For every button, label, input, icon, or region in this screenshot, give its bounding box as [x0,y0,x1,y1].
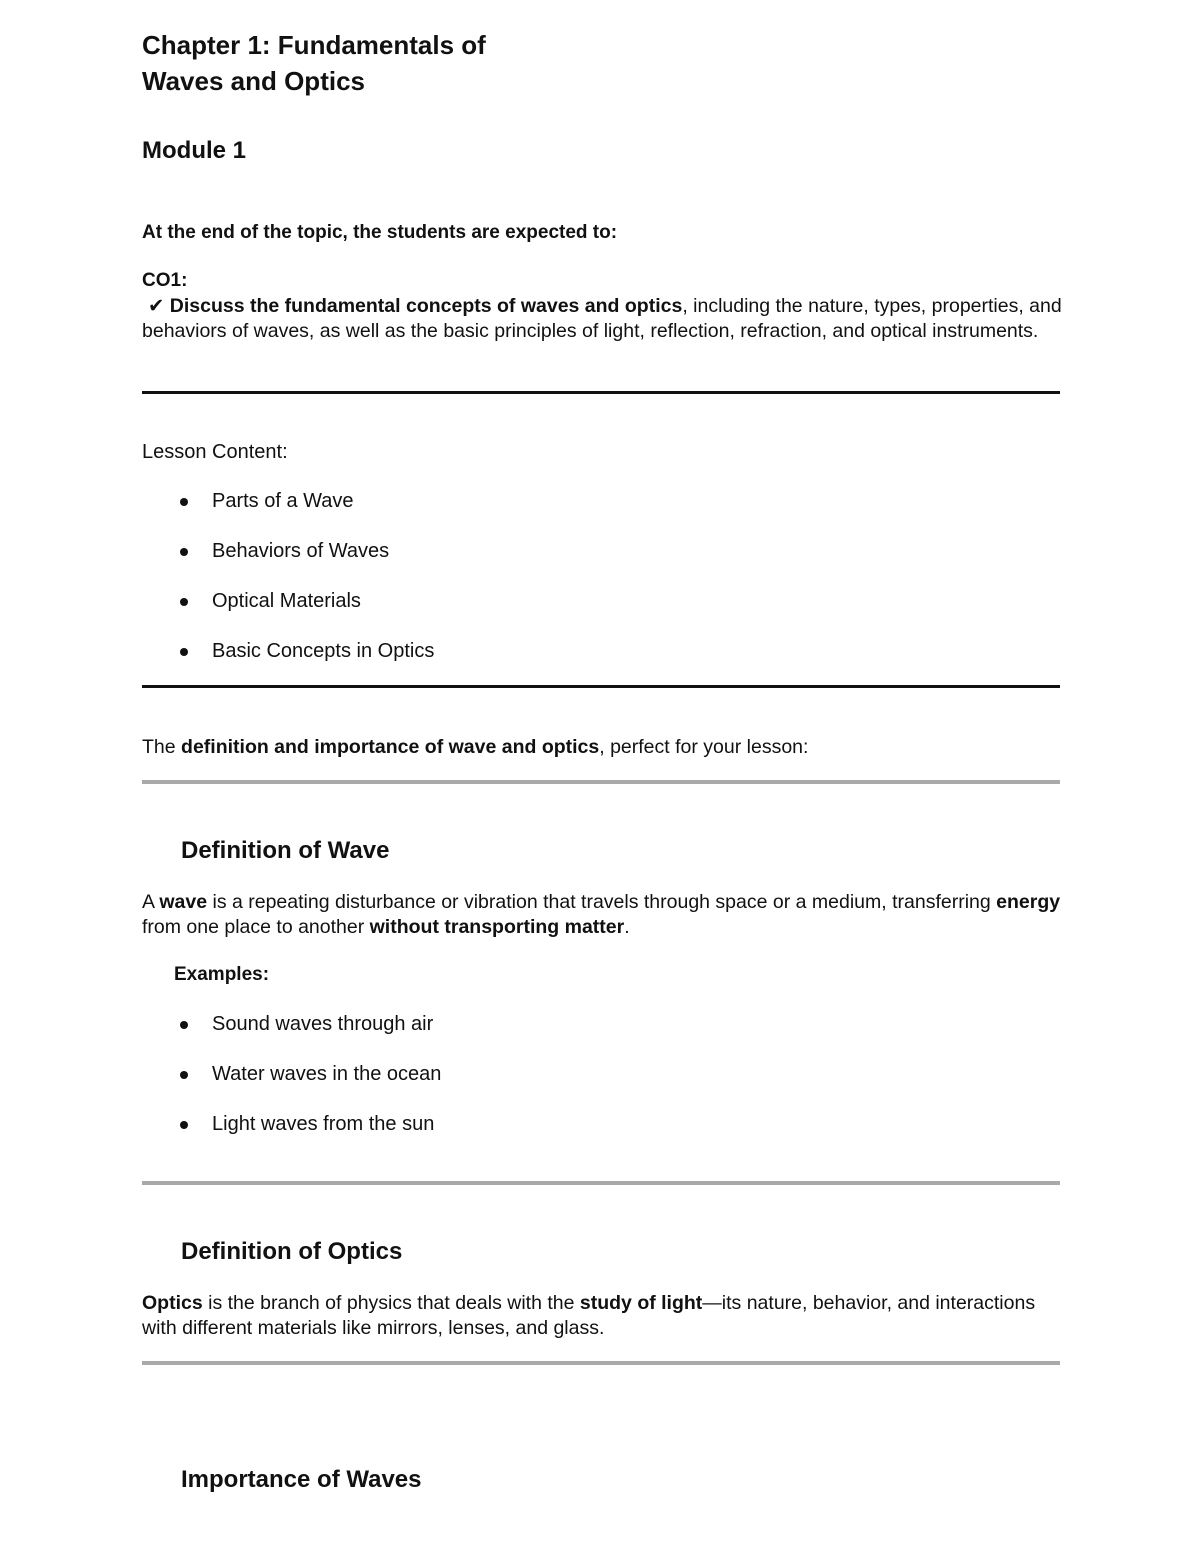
lesson-content-label: Lesson Content: [142,441,288,463]
bullet-icon [180,548,188,556]
examples-label: Examples: [174,964,270,985]
chapter-title-line-2: Waves and Optics [142,66,365,96]
lesson-content-list [176,488,434,688]
module-heading: Module 1 [142,137,247,164]
course-outcome-bold: Discuss the fundamental concepts of waves and optics [169,295,683,317]
course-outcome-code: CO1: [142,270,188,291]
wave-definition-text: A wave is a repeating disturbance or vibration that travels through space or a medium, transferring energy from one place to another without transporting matter. [142,891,1061,938]
divider [142,685,1060,688]
list-item: Basic Concepts in Optics [176,638,434,688]
list-item: Optical Materials [176,588,434,638]
course-outcome-rest: , including the nature, types, properties, and behaviors of waves, as well as the basic principles of light, reflection, refraction, and optical instruments. [142,295,1062,342]
check-icon: ✔ [148,295,165,317]
list-item: Water waves in the ocean [176,1061,441,1111]
bullet-icon [180,598,188,606]
divider [142,1361,1060,1365]
bullet-icon [180,648,188,656]
list-item: Behaviors of Waves [176,538,434,588]
list-item: Parts of a Wave [176,488,434,538]
optics-definition-text: Optics is the branch of physics that deals with the study of light—its nature, behavior, and interactions with different materials like mirrors, lenses, and glass. [142,1292,1036,1339]
course-outcome-text [142,294,1062,344]
bullet-icon [180,498,188,506]
divider [142,391,1060,394]
intro-sentence: The definition and importance of wave and optics, perfect for your lesson: [142,736,809,758]
list-item: Sound waves through air [176,1011,441,1061]
divider [142,780,1060,784]
bullet-icon [180,1121,188,1129]
list-item: Light waves from the sun [176,1111,441,1161]
bullet-icon [180,1021,188,1029]
bullet-icon [180,1071,188,1079]
importance-heading: Importance of Waves [181,1466,422,1493]
objectives-intro: At the end of the topic, the students are expected to: [142,222,618,243]
examples-list [176,1011,441,1161]
divider [142,1181,1060,1185]
chapter-title-line-1: Chapter 1: Fundamentals of [142,30,486,60]
optics-definition-heading: Definition of Optics [181,1238,403,1265]
wave-definition-heading: Definition of Wave [181,837,390,864]
